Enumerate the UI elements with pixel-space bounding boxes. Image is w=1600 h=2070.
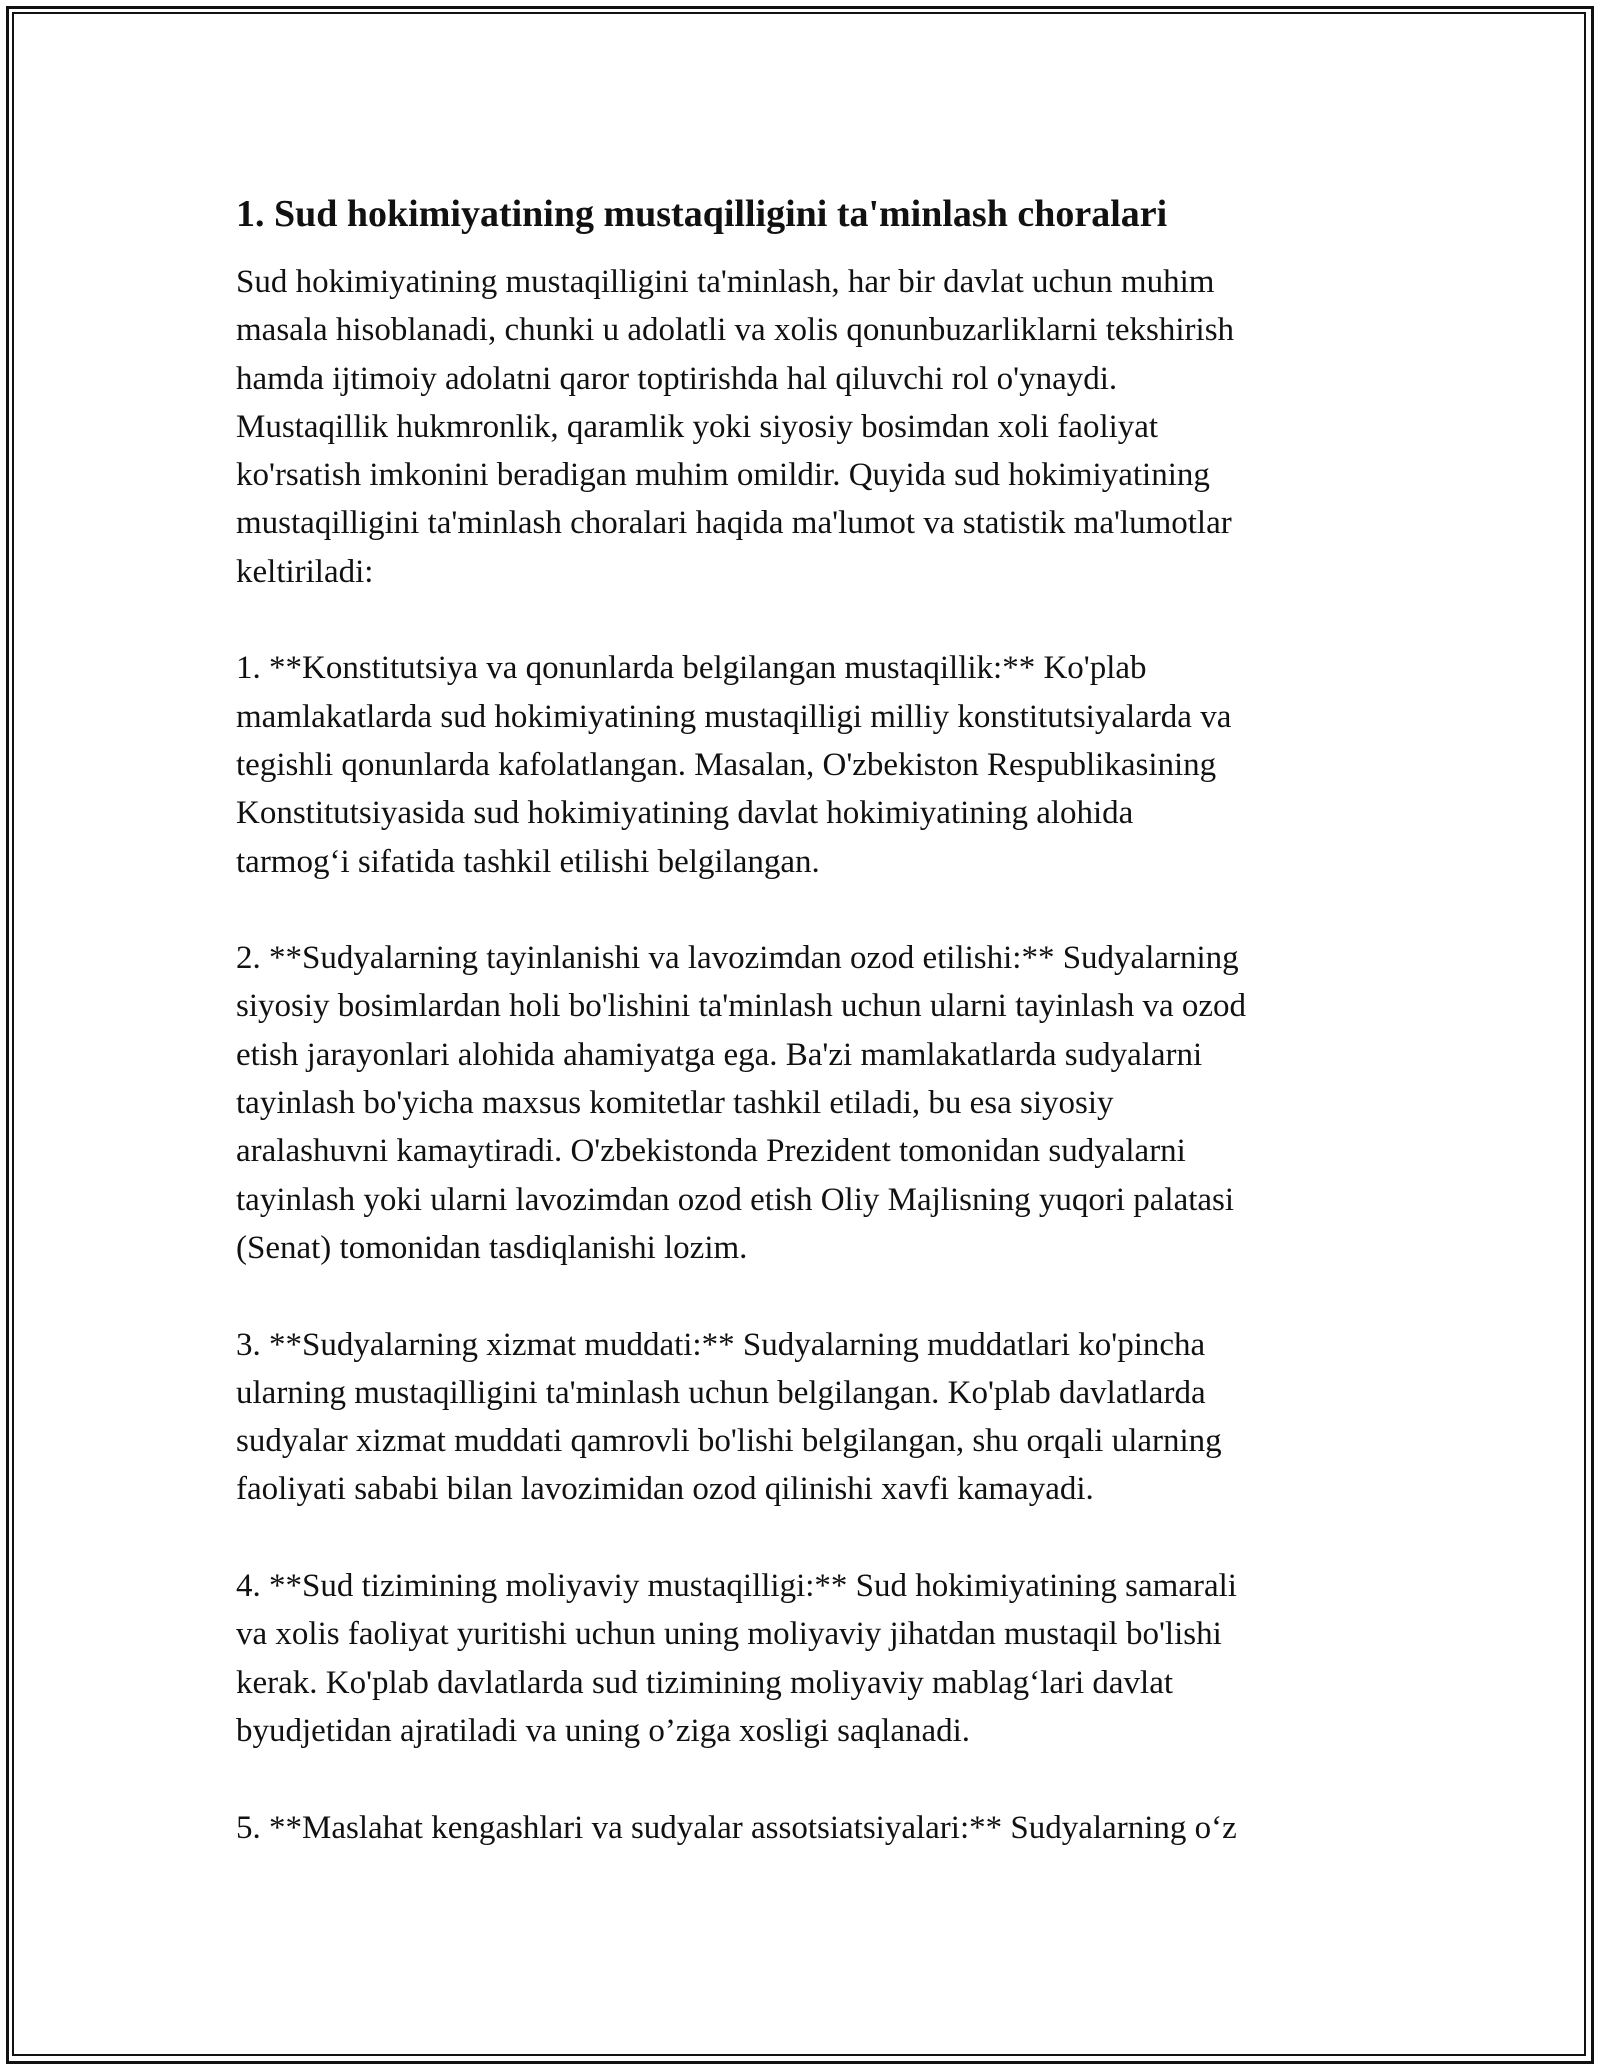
list-item-2-paragraph: 2. **Sudyalarning tayinlanishi va lavozimdan ozod etilishi:** Sudyalarning siyosiy bosimlardan holi bo'lishini ta'minlash uchun ularni tayinlash va ozod etish jarayonlari alohida ahamiyatga ega. Ba'zi mamlakatlarda sudyalarni tayinlash bo'yicha maxsus komitetlar tashkil etiladi, bu esa siyosiy aralashuvni kamaytiradi. O'zbekistonda Prezident tomonidan sudyalarni tayinlash yoki ularni lavozimdan ozod etish Oliy Majlisning yuqori palatasi (Senat) tomonidan tasdiqlanishi lozim. (236, 940, 1247, 1266)
list-item-5-paragraph: 5. **Maslahat kengashlari va sudyalar assotsiatsiyalari:** Sudyalarning o‘z (236, 1809, 1237, 1846)
section-heading: 1. Sud hokimiyatining mustaqilligini ta'minlash choralari (236, 193, 1168, 235)
intro-paragraph: Sud hokimiyatining mustaqilligini ta'minlash, har bir davlat uchun muhim masala hisoblanadi, chunki u adolatli va xolis qonunbuzarliklarni tekshirish hamda ijtimoiy adolatni qaror toptirishda hal qiluvchi rol o'ynaydi. Mustaqillik hukmronlik, qaramlik yoki siyosiy bosimdan xoli faoliyat ko'rsatish imkonini beradigan muhim omildir. Quyida sud hokimiyatining mustaqilligini ta'minlash choralari haqida ma'lumot va statistik ma'lumotlar keltiriladi: (236, 264, 1235, 590)
list-item-4-paragraph: 4. **Sud tizimining moliyaviy mustaqilligi:** Sud hokimiyatining samarali va xolis faoliyat yuritishi uchun uning moliyaviy jihatdan mustaqil bo'lishi kerak. Ko'plab davlatlarda sud tizimining moliyaviy mablag‘lari davlat byudjetidan ajratiladi va uning o’ziga xosligi saqlanadi. (236, 1568, 1237, 1749)
list-item-1-paragraph: 1. **Konstitutsiya va qonunlarda belgilangan mustaqillik:** Ko'plab mamlakatlarda sud hokimiyatining mustaqilligi milliy konstitutsiyalarda va tegishli qonunlarda kafolatlangan. Masalan, O'zbekiston Respublikasining Konstitutsiyasida sud hokimiyatining davlat hokimiyatining alohida tarmog‘i sifatida tashkil etilishi belgilangan. (236, 650, 1232, 880)
document-body (236, 186, 1386, 1852)
list-item-3-paragraph: 3. **Sudyalarning xizmat muddati:** Sudyalarning muddatlari ko'pincha ularning mustaqilligini ta'minlash uchun belgilangan. Ko'plab davlatlarda sudyalar xizmat muddati qamrovli bo'lishi belgilangan, shu orqali ularning faoliyati sababi bilan lavozimidan ozod qilinishi xavfi kamayadi. (236, 1326, 1222, 1508)
